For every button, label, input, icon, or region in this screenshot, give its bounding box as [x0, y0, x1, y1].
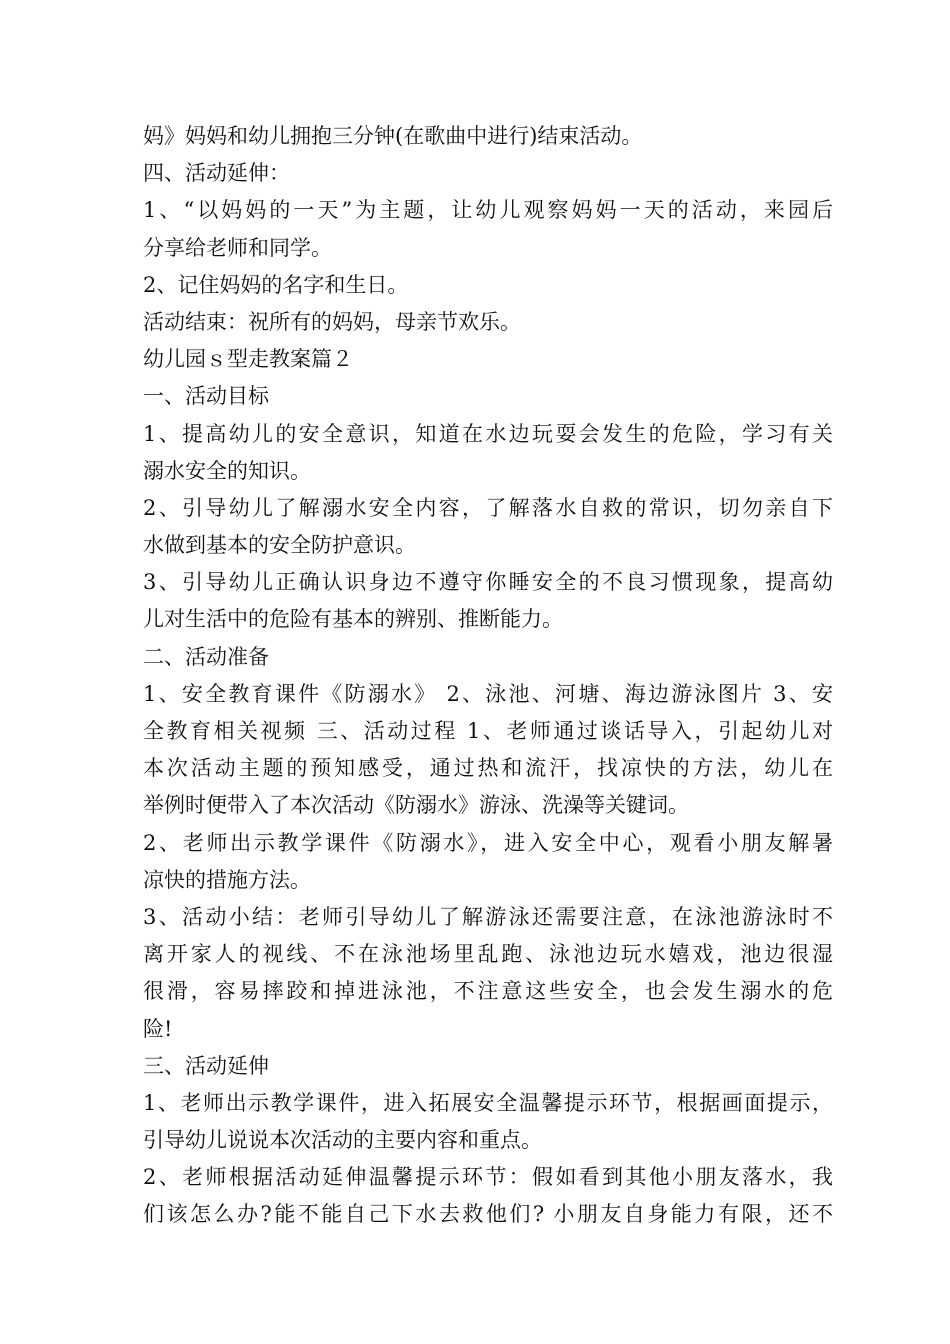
section-heading: 一、活动目标	[143, 384, 269, 409]
text-line: 引导幼儿说说本次活动的主要内容和重点。	[143, 1128, 542, 1153]
text-line: 2、老师根据活动延伸温馨提示环节：假如看到其他小朋友落水，我	[143, 1165, 833, 1190]
document-body	[143, 118, 833, 1234]
text-line: 3、活动小结：老师引导幼儿了解游泳还需要注意，在泳池游泳时不	[143, 904, 833, 929]
text-line: 险!	[143, 1016, 173, 1041]
text-line: 妈》妈妈和幼儿拥抱三分钟(在歌曲中进行)结束活动。	[143, 124, 643, 148]
text-line: 全教育相关视频 三、活动过程 1、老师通过谈话导入，引起幼儿对	[143, 719, 833, 743]
text-line: 2、引导幼儿了解溺水安全内容，了解落水自救的常识，切勿亲自下	[143, 495, 833, 520]
text-line: 水做到基本的安全防护意识。	[143, 533, 416, 558]
article-title: 幼儿园ｓ型走教案篇２	[143, 347, 353, 372]
text-line: 1、“以妈妈的一天”为主题，让幼儿观察妈妈一天的活动，来园后	[143, 198, 833, 223]
text-line: 2、记住妈妈的名字和生日。	[143, 272, 409, 297]
text-line: 1、安全教育课件《防溺水》 2、泳池、河塘、海边游泳图片 3、安	[143, 681, 833, 706]
text-line: 活动结束：祝所有的妈妈，母亲节欢乐。	[143, 309, 521, 334]
text-line: 分享给老师和同学。	[143, 235, 332, 260]
text-line: 2、老师出示教学课件《防溺水》，进入安全中心，观看小朋友解暑	[143, 830, 833, 855]
section-heading: 二、活动准备	[143, 644, 269, 669]
text-line: 本次活动主题的预知感受，通过热和流汗，找凉快的方法，幼儿在	[143, 756, 833, 781]
text-line: 1、提高幼儿的安全意识，知道在水边玩耍会发生的危险，学习有关	[143, 421, 833, 446]
text-line: 3、引导幼儿正确认识身边不遵守你睡安全的不良习惯现象，提高幼	[143, 570, 833, 595]
section-heading: 四、活动延伸：	[143, 161, 290, 186]
section-heading: 三、活动延伸	[143, 1053, 269, 1078]
text-line: 溺水安全的知识。	[143, 458, 311, 483]
text-line: 举例时便带入了本次活动《防溺水》游泳、洗澡等关键词。	[143, 793, 689, 818]
text-line: 很滑，容易摔跤和掉进泳池，不注意这些安全，也会发生溺水的危	[143, 979, 833, 1004]
text-line: 们该怎么办?能不能自己下水去救他们? 小朋友自身能力有限，还不	[143, 1202, 833, 1227]
text-line: 儿对生活中的危险有基本的辨别、推断能力。	[143, 607, 563, 632]
text-line: 离开家人的视线、不在泳池场里乱跑、泳池边玩水嬉戏，池边很湿	[143, 942, 833, 967]
text-line: 1、老师出示教学课件，进入拓展安全温馨提示环节，根据画面提示，	[143, 1090, 833, 1115]
text-line: 凉快的措施方法。	[143, 867, 311, 892]
